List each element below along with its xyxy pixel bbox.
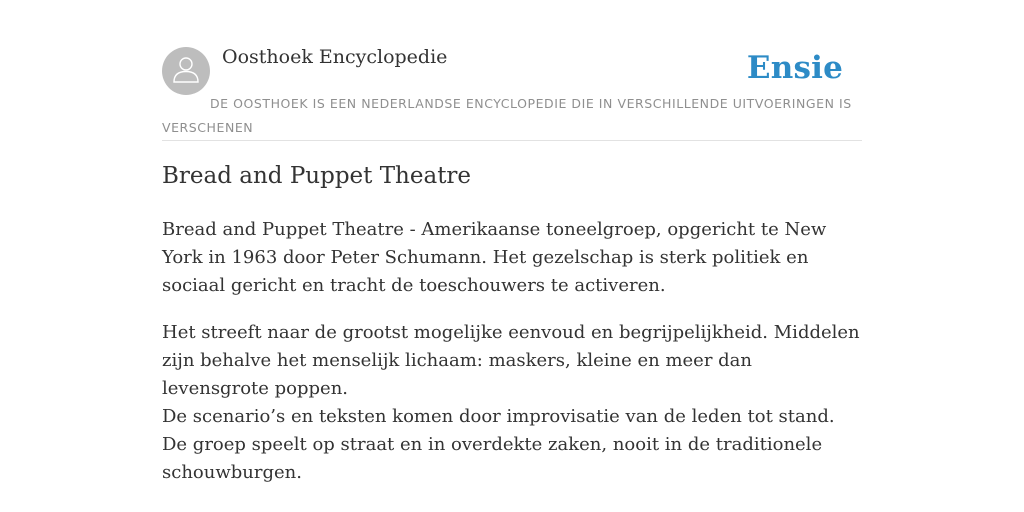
source-avatar[interactable] (162, 47, 210, 95)
article-paragraph: Het streeft naar de grootst mogelijke eenvoud en begrijpelijkheid. Middelen zijn behalve het menselijk lichaam: maskers, kleine en meer dan levensgrote poppen. (162, 322, 860, 399)
page-content (162, 0, 862, 483)
source-name-link[interactable]: Oosthoek Encyclopedie (222, 46, 448, 68)
ensie-logo[interactable]: Ensie (746, 50, 843, 86)
source-header (162, 0, 862, 141)
article-title: Bread and Puppet Theatre (162, 163, 472, 189)
article-paragraph: De scenario’s en teksten komen door improvisatie van de leden tot stand. De groep speelt op straat en in overdekte zaken, nooit in de traditionele schouwburgen. (162, 406, 835, 483)
user-icon (171, 54, 201, 88)
article-paragraph: Bread and Puppet Theatre - Amerikaanse toneelgroep, opgericht te New York in 1963 door Peter Schumann. Het gezelschap is sterk politiek en sociaal gericht en tracht de toeschouwers te activeren. (162, 219, 827, 296)
source-description: DE OOSTHOEK IS EEN NEDERLANDSE ENCYCLOPEDIE DIE IN VERSCHILLENDE UITVOERINGEN IS VERSCHENEN (162, 96, 852, 135)
